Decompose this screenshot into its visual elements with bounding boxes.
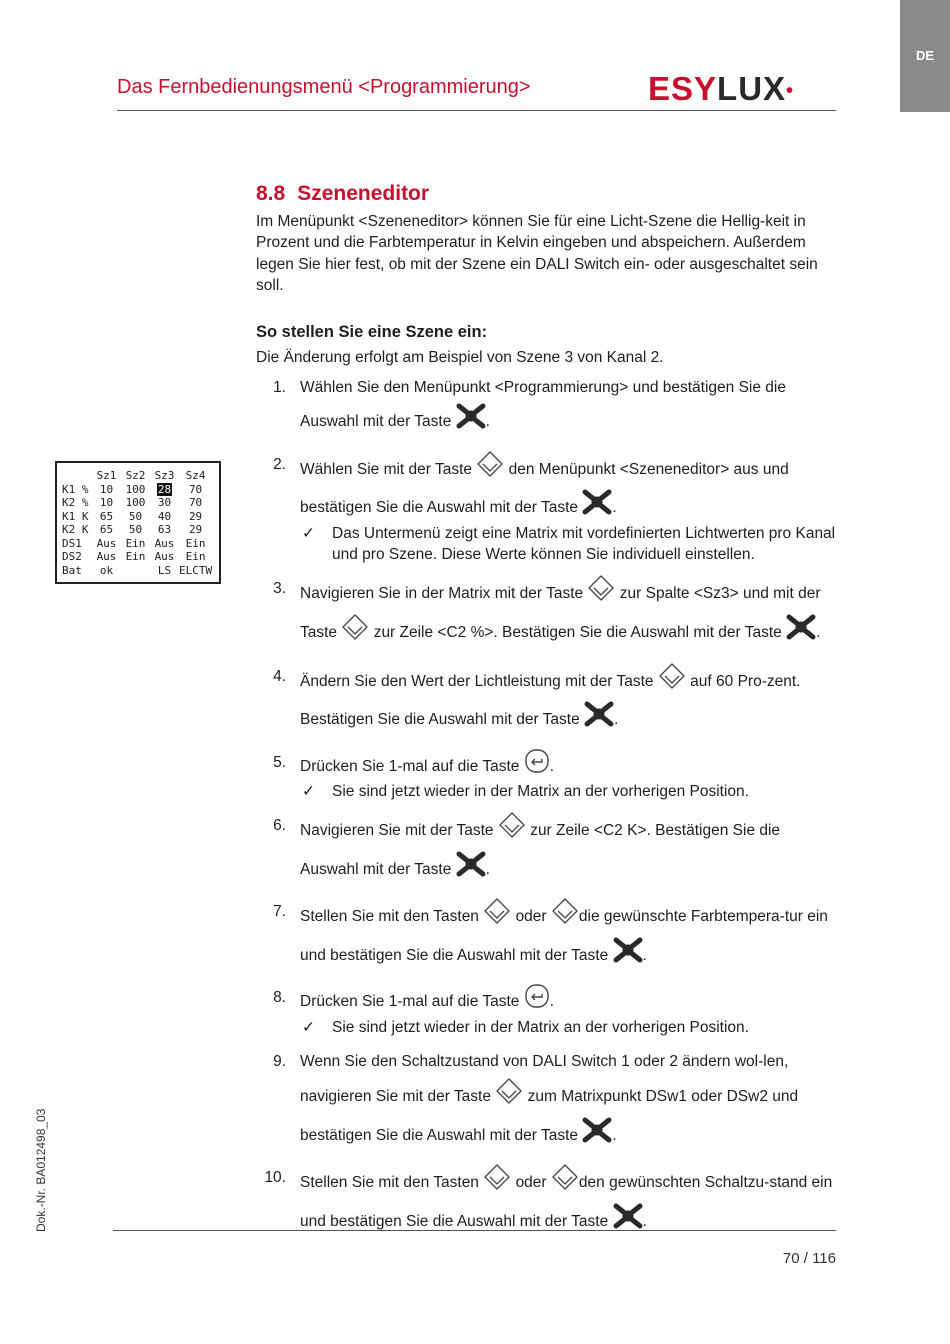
footer-divider: [113, 1230, 836, 1231]
step-item: 2. Wählen Sie mit der Taste den Menüpunkt <Szeneneditor> aus und bestätigen Sie die Auswahl mit der Taste . ✓ Das Untermenü zeigt eine Matrix mit vordefinierten Lichtwerten pro Kanal und pro Szene. Diese Werte können Sie individuell einstellen.: [256, 450, 841, 565]
esylux-logo: ESYLUX•: [648, 70, 795, 107]
navigation-button-icon: [341, 613, 369, 653]
step-item: 5. Drücken Sie 1-mal auf die Taste . ✓ Sie sind jetzt wieder in der Matrix an der vorherigen Position.: [256, 748, 841, 803]
ok-button-icon: [786, 614, 816, 652]
ok-button-icon: [584, 701, 614, 739]
ok-button-icon: [582, 1117, 612, 1155]
ok-button-icon: [456, 403, 486, 441]
display-matrix: [55, 461, 221, 584]
navigation-button-icon: [495, 1077, 523, 1117]
ok-button-icon: [613, 1203, 643, 1241]
result-note: ✓ Sie sind jetzt wieder in der Matrix an der vorherigen Position.: [302, 1018, 749, 1036]
step-item: 7. Stellen Sie mit den Tasten oder die gewünschte Farbtempera-tur ein und bestätigen Sie die Auswahl mit der Taste .: [256, 897, 841, 974]
page-number: 70 / 116: [782, 1250, 836, 1267]
matrix-row: Bat ok LS ELCTW: [62, 563, 213, 577]
step-item: 4. Ändern Sie den Wert der Lichtleistung mit der Taste auf 60 Pro-zent. Bestätigen Sie die Auswahl mit der Taste .: [256, 662, 841, 739]
matrix-header-row: [62, 469, 212, 483]
navigation-button-icon: [587, 574, 615, 614]
section-intro: Im Menüpunkt <Szeneneditor> können Sie für eine Licht-Szene die Hellig-keit in Prozent und die Farbtemperatur in Kelvin eingeben und abspeichern. Außerdem legen Sie hier fest, ob mit der Szene ein DALI Switch ein- oder ausgeschaltet sein soll.: [256, 212, 818, 294]
back-button-icon: [524, 983, 550, 1021]
page-header-title: Das Fernbedienungsmenü <Programmierung>: [117, 76, 531, 98]
ok-button-icon: [582, 489, 612, 527]
matrix-row: K2 % 10 100 30 70: [62, 496, 203, 509]
navigation-button-icon: [551, 1163, 579, 1203]
step-item: 9. Wenn Sie den Schaltzustand von DALI Switch 1 oder 2 ändern wol-len, navigieren Sie mit der Taste zum Matrixpunkt DSw1 oder DSw2 und bestätigen Sie die Auswahl mit der Taste .: [256, 1047, 841, 1155]
navigation-button-icon: [483, 1163, 511, 1203]
navigation-button-icon: [658, 662, 686, 702]
example-text: Die Änderung erfolgt am Beispiel von Szene 3 von Kanal 2.: [256, 349, 664, 366]
matrix-col-sz3: Sz3: [154, 469, 175, 482]
matrix-selected-cell: 28: [157, 482, 172, 496]
language-tab: DE: [900, 0, 950, 112]
section-heading: 8.8 Szeneneditor: [256, 182, 430, 205]
matrix-row: DS2 Aus Ein Aus Ein: [62, 550, 206, 563]
step-item: 1. Wählen Sie den Menüpunkt <Programmierung> und bestätigen Sie die Auswahl mit der Taste .: [256, 373, 841, 441]
step-item: 6. Navigieren Sie mit der Taste zur Zeile <C2 K>. Bestätigen Sie die Auswahl mit der Taste .: [256, 811, 841, 888]
matrix-row: K1 K 65 50 40 29: [62, 509, 203, 523]
header-divider: [117, 110, 836, 111]
navigation-button-icon: [498, 811, 526, 851]
back-button-icon: [524, 748, 550, 786]
navigation-button-icon: [476, 450, 504, 490]
result-note: ✓ Sie sind jetzt wieder in der Matrix an der vorherigen Position.: [302, 783, 749, 800]
matrix-row: K2 K 65 50 63 29: [62, 523, 203, 536]
navigation-button-icon: [483, 897, 511, 937]
matrix-row: DS1 Aus Ein Aus Ein: [62, 536, 206, 550]
subsection-heading: So stellen Sie eine Szene ein:: [256, 322, 488, 341]
ok-button-icon: [456, 851, 486, 889]
step-item: 3. Navigieren Sie in der Matrix mit der Taste zur Spalte <Sz3> und mit der Taste zur Zeile <C2 %>. Bestätigen Sie die Auswahl mit der Taste .: [256, 574, 841, 653]
steps-list: [256, 373, 841, 1241]
main-content: [256, 183, 841, 1249]
step-item: 10. Stellen Sie mit den Tasten oder den gewünschten Schaltzu-stand ein und bestätigen Sie die Auswahl mit der Taste .: [256, 1163, 841, 1240]
matrix-col-sz4: Sz4: [185, 469, 206, 482]
step-item: 8. Drücken Sie 1-mal auf die Taste . ✓ Sie sind jetzt wieder in der Matrix an der vorherigen Position.: [256, 983, 841, 1038]
ok-button-icon: [613, 937, 643, 975]
matrix-col-sz2: Sz2: [125, 469, 146, 482]
document-number: Dok.-Nr. BA012498_03: [34, 1108, 48, 1232]
result-note: ✓ Das Untermenü zeigt eine Matrix mit vordefinierten Lichtwerten pro Kanal und pro Szene. Diese Werte können Sie individuell einstellen.: [302, 524, 836, 563]
matrix-table: [62, 469, 212, 577]
navigation-button-icon: [551, 897, 579, 937]
matrix-col-sz1: Sz1: [96, 469, 117, 482]
matrix-row: K1 % 10 100 28 70: [62, 482, 203, 496]
